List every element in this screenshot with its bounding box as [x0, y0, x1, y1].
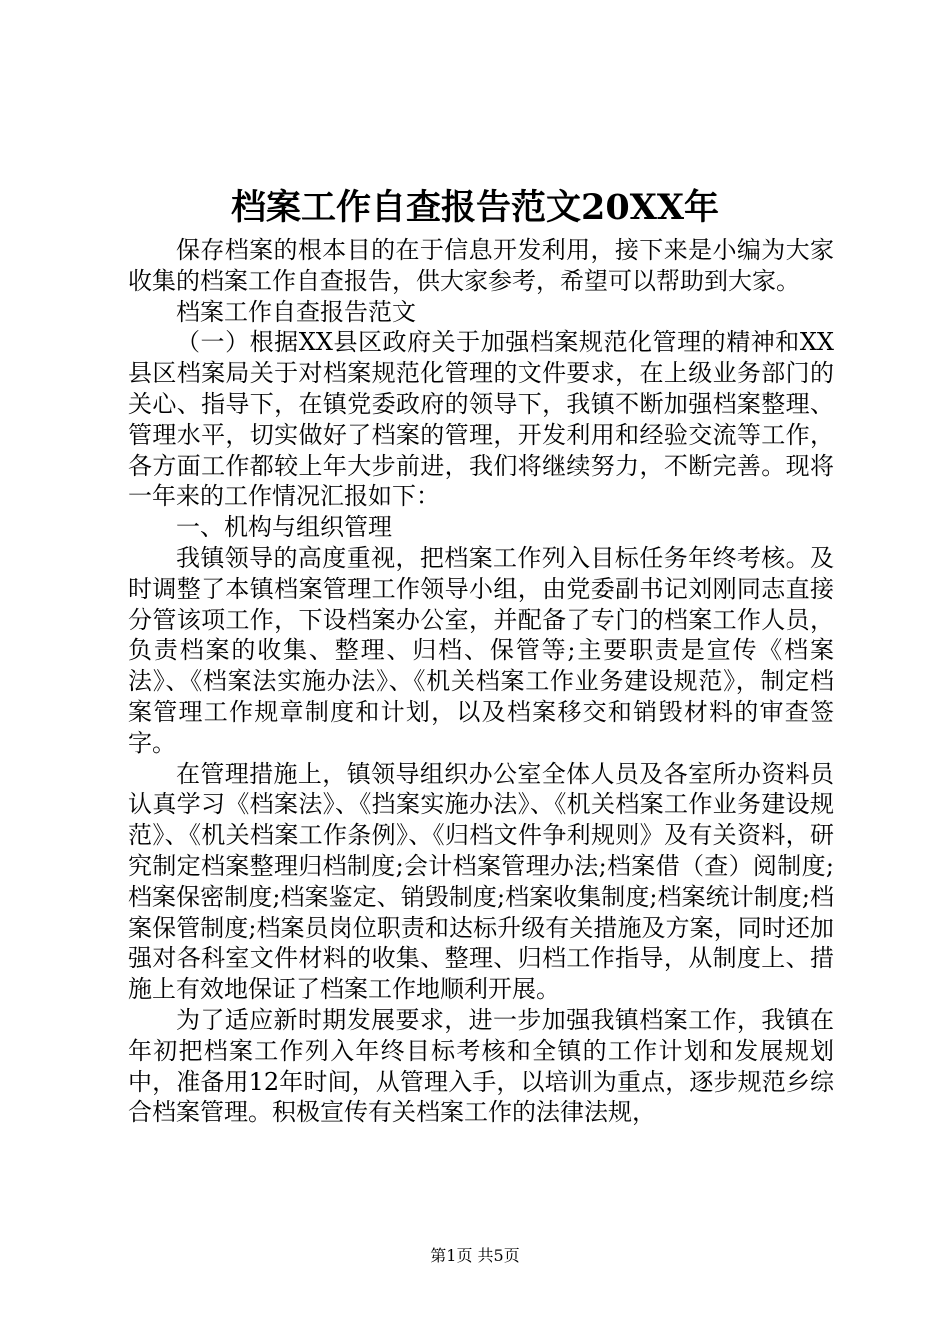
paragraph-organization: 我镇领导的高度重视，把档案工作列入目标任务年终考核。及时调整了本镇档案管理工作领导小组，由党委副书记刘刚同志直接分管该项工作，下设档案办公室，并配备了专门的档案工作人员，负责档案的收集、整理、归档、保管等;主要职责是宣传《档案法》、《档案法实施办法》、《机关档案工作业务建设规范》，制定档案管理工作规章制度和计划，以及档案移交和销毁材料的审查签字。 [128, 543, 834, 757]
document-body [128, 235, 834, 1128]
paragraph-intro: 保存档案的根本目的在于信息开发利用，接下来是小编为大家收集的档案工作自查报告，供大家参考，希望可以帮助到大家。 [128, 236, 834, 295]
paragraph-management-measures: 在管理措施上，镇领导组织办公室全体人员及各室所办资料员认真学习《档案法》、《挡案实施办法》、《机关档案工作业务建设规范》、《机关档案工作条例》、《归档文件争利规则》及有关资料，研究制定档案整理归档制度;会计档案管理办法;档案借（查）阅制度;档案保密制度;档案鉴定、销毁制度;档案收集制度;档案统计制度;档案保管制度;档案员岗位职责和达标升级有关措施及方案，同时还加强对各科室文件材料的收集、整理、归档工作指导，从制度上、措施上有效地保证了档案工作地顺利开展。 [128, 759, 834, 1004]
paragraph-development: 为了适应新时期发展要求，进一步加强我镇档案工作，我镇在年初把档案工作列入年终目标考核和全镇的工作计划和发展规划中，准备用12年时间，从管理入手，以培训为重点，逐步规范乡综合档案管理。积极宣传有关档案工作的法律法规， [128, 1005, 834, 1127]
document-title: 档案工作自查报告范文20XX年 [230, 187, 720, 228]
page-footer: 第1页 共5页 [430, 1246, 520, 1265]
paragraph-subtitle: 档案工作自查报告范文 [176, 297, 416, 326]
paragraph-section-intro: （一）根据XX县区政府关于加强档案规范化管理的精神和XX县区档案局关于对档案规范化管理的文件要求，在上级业务部门的关心、指导下，在镇党委政府的领导下，我镇不断加强档案整理、管理水平，切实做好了档案的管理，开发利用和经验交流等工作，各方面工作都较上年大步前进，我们将继续努力，不断完善。现将一年来的工作情况汇报如下： [128, 328, 834, 511]
paragraph-heading-organization: 一、机构与组织管理 [176, 513, 392, 542]
